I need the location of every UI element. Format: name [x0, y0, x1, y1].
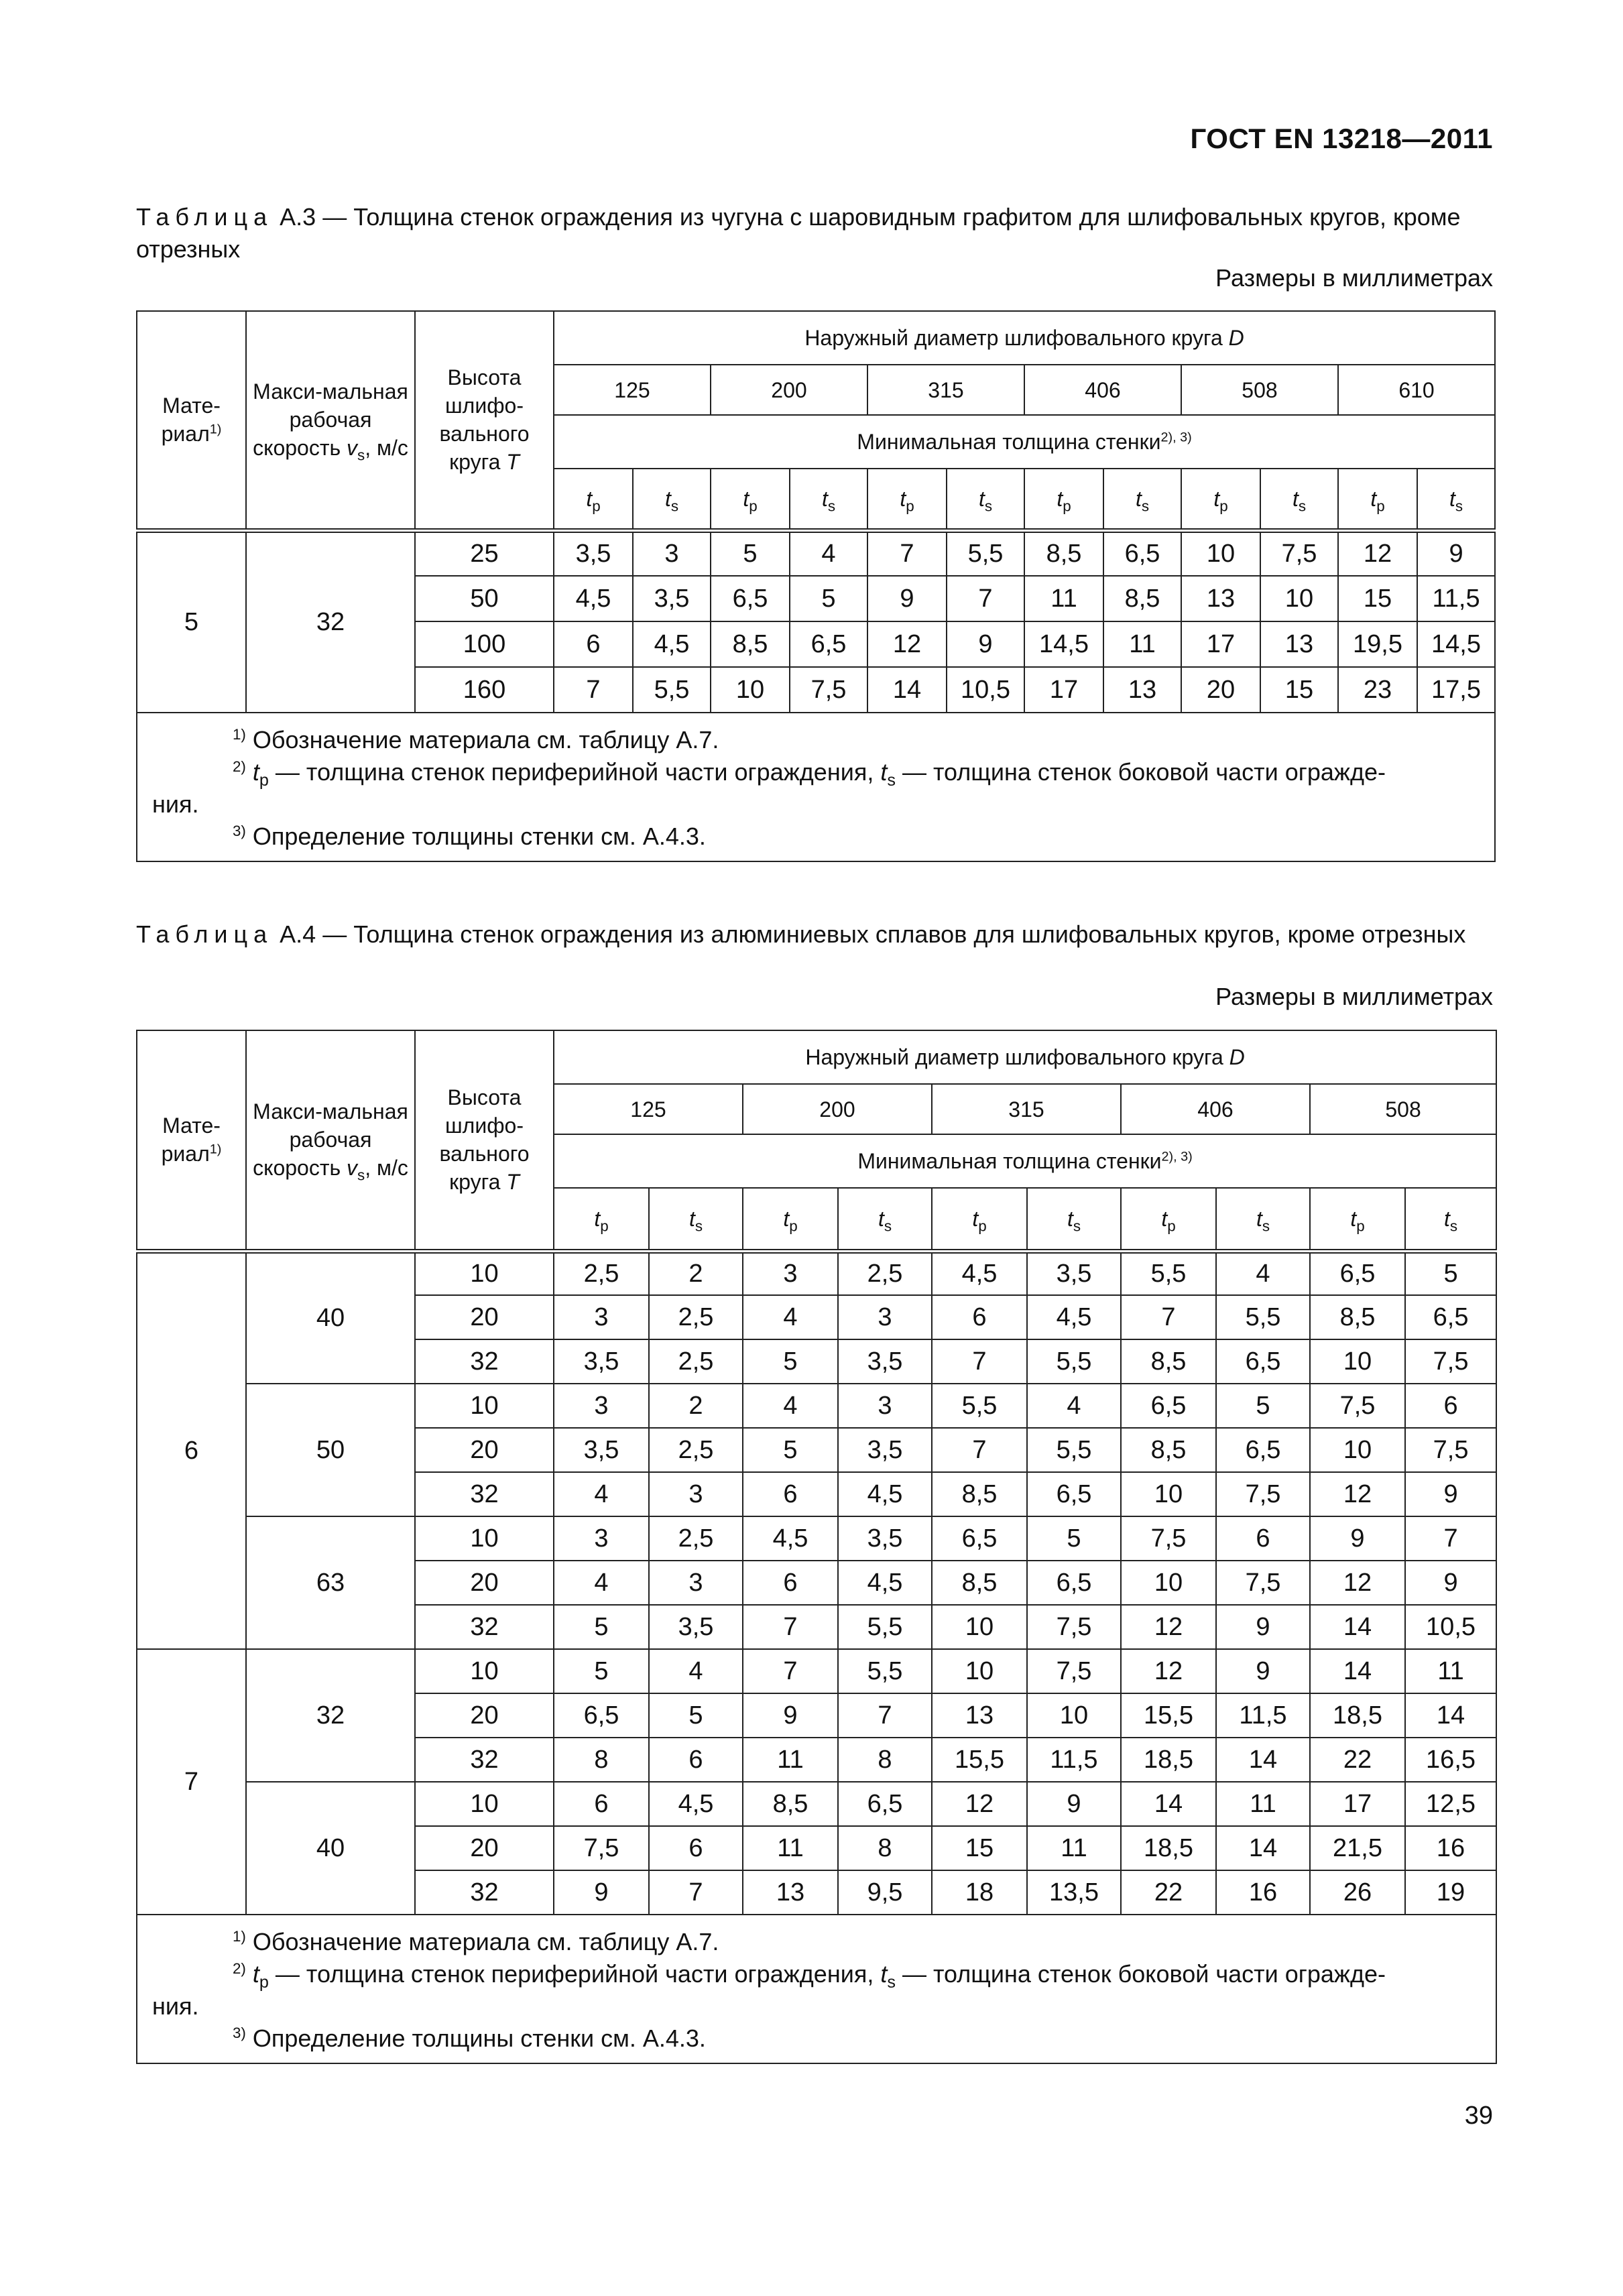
header-min-thickness: Минимальная толщина стенки$^{2), 3)}$ — [554, 415, 1495, 469]
thickness-cell: 11 — [1024, 576, 1103, 621]
thickness-cell: 3,5 — [1027, 1251, 1121, 1295]
thickness-cell: 17 — [1024, 667, 1103, 713]
thickness-cell: 9 — [1405, 1561, 1496, 1605]
thickness-cell: 7,5 — [1216, 1472, 1310, 1516]
thickness-cell: 8,5 — [1121, 1339, 1216, 1384]
caption-text: — Толщина стенок ограждения из чугуна с шаровидным графитом для шлифовальных кругов, кроме отрезных — [136, 203, 1461, 263]
thickness-cell: 12 — [1338, 530, 1417, 576]
height-cell: 32 — [415, 1605, 554, 1649]
thickness-cell: 8 — [554, 1738, 649, 1782]
thickness-cell: 5 — [554, 1605, 649, 1649]
thickness-cell: 11 — [1216, 1782, 1310, 1826]
table-a3-units: Размеры в миллиметрах — [1215, 264, 1493, 292]
thickness-cell: 10 — [932, 1605, 1027, 1649]
table-row — [137, 1516, 1496, 1561]
height-cell: 10 — [415, 1782, 554, 1826]
thickness-cell: 8,5 — [1024, 530, 1103, 576]
thickness-cell: 9 — [1417, 530, 1495, 576]
thickness-cell: 13 — [743, 1870, 838, 1915]
table-a3-caption — [136, 201, 1493, 265]
thickness-cell: 9 — [554, 1870, 649, 1915]
tp-header-cell: $t_p$ — [1181, 469, 1260, 530]
ts-header-cell: $t_s$ — [947, 469, 1024, 530]
thickness-cell: 11,5 — [1027, 1738, 1121, 1782]
thickness-cell: 14 — [1310, 1649, 1405, 1693]
thickness-cell: 4,5 — [838, 1561, 932, 1605]
thickness-cell: 6,5 — [838, 1782, 932, 1826]
thickness-cell: 3 — [554, 1384, 649, 1428]
thickness-cell: 6,5 — [554, 1693, 649, 1738]
thickness-cell: 8,5 — [711, 621, 790, 667]
thickness-cell: 7 — [947, 576, 1024, 621]
thickness-cell: 12 — [1121, 1649, 1216, 1693]
ts-header-cell: $t_s$ — [1417, 469, 1495, 530]
thickness-cell: 2,5 — [838, 1251, 932, 1295]
thickness-cell: 9 — [1027, 1782, 1121, 1826]
thickness-cell: 16 — [1405, 1826, 1496, 1870]
thickness-cell: 7,5 — [1121, 1516, 1216, 1561]
thickness-cell: 12 — [867, 621, 947, 667]
tp-header-cell: $t_p$ — [711, 469, 790, 530]
thickness-cell: 23 — [1338, 667, 1417, 713]
height-cell: 32 — [415, 1738, 554, 1782]
thickness-cell: 20 — [1181, 667, 1260, 713]
thickness-cell: 6 — [932, 1295, 1027, 1339]
thickness-cell: 8 — [838, 1826, 932, 1870]
thickness-cell: 6 — [554, 621, 633, 667]
table-row — [137, 530, 1495, 576]
thickness-cell: 4,5 — [649, 1782, 743, 1826]
thickness-cell: 13 — [1260, 621, 1338, 667]
thickness-cell: 3,5 — [838, 1339, 932, 1384]
thickness-cell: 10 — [711, 667, 790, 713]
thickness-cell: 3,5 — [554, 1428, 649, 1472]
thickness-cell: 16,5 — [1405, 1738, 1496, 1782]
thickness-cell: 7,5 — [1027, 1605, 1121, 1649]
thickness-cell: 8,5 — [743, 1782, 838, 1826]
ts-header-cell: $t_s$ — [1027, 1188, 1121, 1251]
thickness-cell: 6,5 — [1103, 530, 1181, 576]
thickness-cell: 3 — [554, 1295, 649, 1339]
thickness-cell: 10,5 — [947, 667, 1024, 713]
caption-number: А.4 — [280, 920, 316, 948]
thickness-cell: 8,5 — [1310, 1295, 1405, 1339]
thickness-cell: 3 — [743, 1251, 838, 1295]
table-a3-notes — [137, 713, 1495, 861]
thickness-cell: 4,5 — [743, 1516, 838, 1561]
thickness-cell: 6 — [743, 1561, 838, 1605]
thickness-cell: 5,5 — [932, 1384, 1027, 1428]
thickness-cell: 7,5 — [1260, 530, 1338, 576]
thickness-cell: 13,5 — [1027, 1870, 1121, 1915]
thickness-cell: 7,5 — [1310, 1384, 1405, 1428]
thickness-cell: 8 — [838, 1738, 932, 1782]
diameter-315: 315 — [867, 365, 1024, 415]
thickness-cell: 4 — [1216, 1251, 1310, 1295]
thickness-cell: 6 — [554, 1782, 649, 1826]
thickness-cell: 14,5 — [1417, 621, 1495, 667]
height-cell: 20 — [415, 1693, 554, 1738]
tp-header-cell: $t_p$ — [867, 469, 947, 530]
diameter-508: 508 — [1310, 1084, 1496, 1134]
thickness-cell: 5 — [649, 1693, 743, 1738]
thickness-cell: 10 — [1260, 576, 1338, 621]
thickness-cell: 7,5 — [1405, 1339, 1496, 1384]
thickness-cell: 3 — [649, 1472, 743, 1516]
height-cell: 20 — [415, 1428, 554, 1472]
table-a4 — [136, 1030, 1497, 2064]
ts-header-cell: $t_s$ — [1260, 469, 1338, 530]
thickness-cell: 11 — [743, 1738, 838, 1782]
header-material: Мате-риал$^{1)}$ — [137, 311, 246, 530]
tp-header-cell: $t_p$ — [1310, 1188, 1405, 1251]
page-number: 39 — [1464, 2102, 1493, 2130]
thickness-cell: 2,5 — [649, 1516, 743, 1561]
height-cell: 10 — [415, 1649, 554, 1693]
thickness-cell: 4 — [554, 1561, 649, 1605]
header-max-speed: Макси-мальная рабочая скорость $v_s$, м/с — [246, 1030, 415, 1251]
thickness-cell: 4 — [743, 1295, 838, 1339]
thickness-cell: 11 — [743, 1826, 838, 1870]
height-cell: 20 — [415, 1561, 554, 1605]
speed-cell: 50 — [246, 1384, 415, 1516]
thickness-cell: 4,5 — [633, 621, 711, 667]
header-outer-diameter: Наружный диаметр шлифовального круга D — [554, 311, 1495, 365]
height-cell: 10 — [415, 1384, 554, 1428]
thickness-cell: 9 — [1405, 1472, 1496, 1516]
thickness-cell: 14 — [867, 667, 947, 713]
thickness-cell: 7,5 — [1027, 1649, 1121, 1693]
thickness-cell: 9 — [1216, 1649, 1310, 1693]
thickness-cell: 3,5 — [649, 1605, 743, 1649]
thickness-cell: 12 — [932, 1782, 1027, 1826]
ts-header-cell: $t_s$ — [649, 1188, 743, 1251]
standard-designation: ГОСТ EN 13218—2011 — [1190, 123, 1493, 154]
note-3: $^{3)}$ Определение толщины стенки см. А.4.3. — [233, 823, 706, 850]
thickness-cell: 14 — [1216, 1738, 1310, 1782]
thickness-cell: 4 — [1027, 1384, 1121, 1428]
diameter-610: 610 — [1338, 365, 1495, 415]
diameter-200: 200 — [711, 365, 867, 415]
thickness-cell: 6,5 — [790, 621, 867, 667]
thickness-cell: 6,5 — [1405, 1295, 1496, 1339]
thickness-cell: 7,5 — [1405, 1428, 1496, 1472]
thickness-cell: 7,5 — [790, 667, 867, 713]
tp-header-cell: $t_p$ — [554, 1188, 649, 1251]
diameter-406: 406 — [1024, 365, 1181, 415]
ts-header-cell: $t_s$ — [790, 469, 867, 530]
thickness-cell: 13 — [1103, 667, 1181, 713]
thickness-cell: 5,5 — [838, 1649, 932, 1693]
speed-cell: 40 — [246, 1782, 415, 1915]
thickness-cell: 4 — [743, 1384, 838, 1428]
note-2-continuation: ния. — [152, 790, 199, 818]
thickness-cell: 9,5 — [838, 1870, 932, 1915]
ts-header-cell: $t_s$ — [1103, 469, 1181, 530]
thickness-cell: 14 — [1216, 1826, 1310, 1870]
thickness-cell: 6,5 — [1216, 1428, 1310, 1472]
thickness-cell: 6 — [743, 1472, 838, 1516]
thickness-cell: 19 — [1405, 1870, 1496, 1915]
caption-number: А.3 — [280, 203, 316, 231]
speed-cell: 40 — [246, 1251, 415, 1384]
thickness-cell: 18 — [932, 1870, 1027, 1915]
table-row — [137, 1384, 1496, 1428]
thickness-cell: 7 — [838, 1693, 932, 1738]
thickness-cell: 9 — [947, 621, 1024, 667]
note-2-continuation: ния. — [152, 1992, 199, 2020]
thickness-cell: 10 — [932, 1649, 1027, 1693]
caption-label: Таблица — [136, 920, 274, 948]
table-row — [137, 1782, 1496, 1826]
header-min-thickness: Минимальная толщина стенки$^{2), 3)}$ — [554, 1134, 1496, 1188]
thickness-cell: 3,5 — [838, 1428, 932, 1472]
height-cell: 10 — [415, 1516, 554, 1561]
ts-header-cell: $t_s$ — [1405, 1188, 1496, 1251]
thickness-cell: 7 — [743, 1649, 838, 1693]
thickness-cell: 6,5 — [1027, 1561, 1121, 1605]
ts-header-cell: $t_s$ — [633, 469, 711, 530]
thickness-cell: 5,5 — [947, 530, 1024, 576]
thickness-cell: 15 — [1338, 576, 1417, 621]
ts-header-cell: $t_s$ — [838, 1188, 932, 1251]
table-row — [137, 1649, 1496, 1693]
thickness-cell: 5,5 — [1121, 1251, 1216, 1295]
tp-header-cell: $t_p$ — [932, 1188, 1027, 1251]
thickness-cell: 15,5 — [1121, 1693, 1216, 1738]
header-material: Мате-риал$^{1)}$ — [137, 1030, 246, 1251]
thickness-cell: 2 — [649, 1251, 743, 1295]
thickness-cell: 7 — [743, 1605, 838, 1649]
ts-header-cell: $t_s$ — [1216, 1188, 1310, 1251]
thickness-cell: 11,5 — [1417, 576, 1495, 621]
height-cell: 100 — [415, 621, 554, 667]
thickness-cell: 7,5 — [554, 1826, 649, 1870]
height-cell: 25 — [415, 530, 554, 576]
speed-cell: 32 — [246, 1649, 415, 1782]
note-1: $^{1)}$ Обозначение материала см. таблицу А.7. — [233, 1928, 719, 1955]
diameter-125: 125 — [554, 1084, 743, 1134]
thickness-cell: 7 — [1405, 1516, 1496, 1561]
height-cell: 50 — [415, 576, 554, 621]
note-1: $^{1)}$ Обозначение материала см. таблицу А.7. — [233, 726, 719, 753]
thickness-cell: 6,5 — [1216, 1339, 1310, 1384]
caption-label: Таблица — [136, 203, 274, 231]
thickness-cell: 18,5 — [1310, 1693, 1405, 1738]
thickness-cell: 12 — [1310, 1561, 1405, 1605]
thickness-cell: 3 — [649, 1561, 743, 1605]
thickness-cell: 6,5 — [932, 1516, 1027, 1561]
thickness-cell: 18,5 — [1121, 1826, 1216, 1870]
thickness-cell: 5,5 — [838, 1605, 932, 1649]
diameter-406: 406 — [1121, 1084, 1310, 1134]
thickness-cell: 15 — [1260, 667, 1338, 713]
thickness-cell: 5 — [711, 530, 790, 576]
thickness-cell: 12,5 — [1405, 1782, 1496, 1826]
thickness-cell: 6 — [649, 1826, 743, 1870]
thickness-cell: 4,5 — [554, 576, 633, 621]
thickness-cell: 5 — [790, 576, 867, 621]
thickness-cell: 10 — [1121, 1561, 1216, 1605]
thickness-cell: 2,5 — [649, 1428, 743, 1472]
material-cell: 5 — [137, 530, 246, 713]
material-cell: 6 — [137, 1251, 246, 1649]
thickness-cell: 16 — [1216, 1870, 1310, 1915]
thickness-cell: 8,5 — [1121, 1428, 1216, 1472]
table-a3 — [136, 310, 1496, 862]
diameter-508: 508 — [1181, 365, 1338, 415]
thickness-cell: 11 — [1103, 621, 1181, 667]
thickness-cell: 13 — [932, 1693, 1027, 1738]
height-cell: 20 — [415, 1295, 554, 1339]
thickness-cell: 10 — [1027, 1693, 1121, 1738]
thickness-cell: 26 — [1310, 1870, 1405, 1915]
thickness-cell: 4,5 — [838, 1472, 932, 1516]
tp-header-cell: $t_p$ — [1024, 469, 1103, 530]
caption-text: — Толщина стенок ограждения из алюминиевых сплавов для шлифовальных кругов, кроме отрезных — [316, 920, 1466, 948]
thickness-cell: 4,5 — [932, 1251, 1027, 1295]
thickness-cell: 6,5 — [711, 576, 790, 621]
thickness-cell: 3 — [838, 1295, 932, 1339]
tp-header-cell: $t_p$ — [1121, 1188, 1216, 1251]
thickness-cell: 15 — [932, 1826, 1027, 1870]
thickness-cell: 7 — [867, 530, 947, 576]
height-cell: 160 — [415, 667, 554, 713]
thickness-cell: 5,5 — [1027, 1428, 1121, 1472]
thickness-cell: 6 — [649, 1738, 743, 1782]
thickness-cell: 3 — [633, 530, 711, 576]
thickness-cell: 6 — [1216, 1516, 1310, 1561]
thickness-cell: 9 — [1310, 1516, 1405, 1561]
height-cell: 20 — [415, 1826, 554, 1870]
thickness-cell: 10 — [1310, 1428, 1405, 1472]
thickness-cell: 12 — [1121, 1605, 1216, 1649]
thickness-cell: 19,5 — [1338, 621, 1417, 667]
thickness-cell: 5,5 — [1027, 1339, 1121, 1384]
diameter-315: 315 — [932, 1084, 1121, 1134]
thickness-cell: 5,5 — [633, 667, 711, 713]
thickness-cell: 5,5 — [1216, 1295, 1310, 1339]
thickness-cell: 8,5 — [1103, 576, 1181, 621]
diameter-200: 200 — [743, 1084, 932, 1134]
thickness-cell: 7 — [932, 1428, 1027, 1472]
thickness-cell: 17 — [1181, 621, 1260, 667]
thickness-cell: 17,5 — [1417, 667, 1495, 713]
material-cell: 7 — [137, 1649, 246, 1915]
thickness-cell: 4 — [790, 530, 867, 576]
thickness-cell: 9 — [743, 1693, 838, 1738]
thickness-cell: 7 — [1121, 1295, 1216, 1339]
thickness-cell: 7 — [554, 667, 633, 713]
thickness-cell: 3 — [838, 1384, 932, 1428]
tp-header-cell: $t_p$ — [1338, 469, 1417, 530]
thickness-cell: 2,5 — [649, 1339, 743, 1384]
table-a4-units: Размеры в миллиметрах — [1215, 983, 1493, 1010]
thickness-cell: 9 — [867, 576, 947, 621]
thickness-cell: 3,5 — [838, 1516, 932, 1561]
thickness-cell: 6,5 — [1121, 1384, 1216, 1428]
thickness-cell: 8,5 — [932, 1561, 1027, 1605]
header-wheel-height: Высота шлифо-вального круга T — [415, 1030, 554, 1251]
tp-header-cell: $t_p$ — [554, 469, 633, 530]
table-row — [137, 1251, 1496, 1295]
height-cell: 10 — [415, 1251, 554, 1295]
thickness-cell: 10 — [1121, 1472, 1216, 1516]
thickness-cell: 10 — [1310, 1339, 1405, 1384]
thickness-cell: 6 — [1405, 1384, 1496, 1428]
thickness-cell: 10,5 — [1405, 1605, 1496, 1649]
header-wheel-height: Высота шлифо-вального круга T — [415, 311, 554, 530]
header-max-speed: Макси-мальная рабочая скорость $v_s$, м/с — [246, 311, 415, 530]
thickness-cell: 7,5 — [1216, 1561, 1310, 1605]
thickness-cell: 3 — [554, 1516, 649, 1561]
thickness-cell: 4 — [649, 1649, 743, 1693]
thickness-cell: 13 — [1181, 576, 1260, 621]
thickness-cell: 2,5 — [554, 1251, 649, 1295]
height-cell: 32 — [415, 1339, 554, 1384]
thickness-cell: 14,5 — [1024, 621, 1103, 667]
speed-cell: 32 — [246, 530, 415, 713]
thickness-cell: 11 — [1405, 1649, 1496, 1693]
thickness-cell: 14 — [1121, 1782, 1216, 1826]
thickness-cell: 5 — [1405, 1251, 1496, 1295]
thickness-cell: 2,5 — [649, 1295, 743, 1339]
thickness-cell: 3,5 — [633, 576, 711, 621]
thickness-cell: 6,5 — [1027, 1472, 1121, 1516]
speed-cell: 63 — [246, 1516, 415, 1649]
thickness-cell: 7 — [649, 1870, 743, 1915]
header-outer-diameter: Наружный диаметр шлифовального круга D — [554, 1030, 1496, 1084]
thickness-cell: 5 — [1027, 1516, 1121, 1561]
thickness-cell: 10 — [1181, 530, 1260, 576]
thickness-cell: 4 — [554, 1472, 649, 1516]
thickness-cell: 5 — [743, 1428, 838, 1472]
thickness-cell: 8,5 — [932, 1472, 1027, 1516]
note-2: $^{2)}$ $t_p$ — толщина стенок периферийной части ограждения, $t_s$ — толщина стенок боковой части огражде- — [233, 758, 1386, 790]
thickness-cell: 4,5 — [1027, 1295, 1121, 1339]
thickness-cell: 12 — [1310, 1472, 1405, 1516]
note-3: $^{3)}$ Определение толщины стенки см. А.4.3. — [233, 2025, 706, 2052]
thickness-cell: 17 — [1310, 1782, 1405, 1826]
thickness-cell: 14 — [1310, 1605, 1405, 1649]
thickness-cell: 3,5 — [554, 530, 633, 576]
thickness-cell: 2 — [649, 1384, 743, 1428]
thickness-cell: 5 — [1216, 1384, 1310, 1428]
thickness-cell: 18,5 — [1121, 1738, 1216, 1782]
thickness-cell: 22 — [1310, 1738, 1405, 1782]
thickness-cell: 3,5 — [554, 1339, 649, 1384]
height-cell: 32 — [415, 1870, 554, 1915]
thickness-cell: 22 — [1121, 1870, 1216, 1915]
thickness-cell: 5 — [743, 1339, 838, 1384]
thickness-cell: 7 — [932, 1339, 1027, 1384]
diameter-125: 125 — [554, 365, 711, 415]
table-a4-caption — [136, 918, 1493, 951]
thickness-cell: 14 — [1405, 1693, 1496, 1738]
height-cell: 32 — [415, 1472, 554, 1516]
thickness-cell: 6,5 — [1310, 1251, 1405, 1295]
table-a4-notes — [137, 1915, 1496, 2063]
thickness-cell: 11 — [1027, 1826, 1121, 1870]
thickness-cell: 15,5 — [932, 1738, 1027, 1782]
note-2: $^{2)}$ $t_p$ — толщина стенок периферийной части ограждения, $t_s$ — толщина стенок боковой части огражде- — [233, 1960, 1386, 1992]
thickness-cell: 11,5 — [1216, 1693, 1310, 1738]
tp-header-cell: $t_p$ — [743, 1188, 838, 1251]
thickness-cell: 21,5 — [1310, 1826, 1405, 1870]
thickness-cell: 5 — [554, 1649, 649, 1693]
thickness-cell: 9 — [1216, 1605, 1310, 1649]
